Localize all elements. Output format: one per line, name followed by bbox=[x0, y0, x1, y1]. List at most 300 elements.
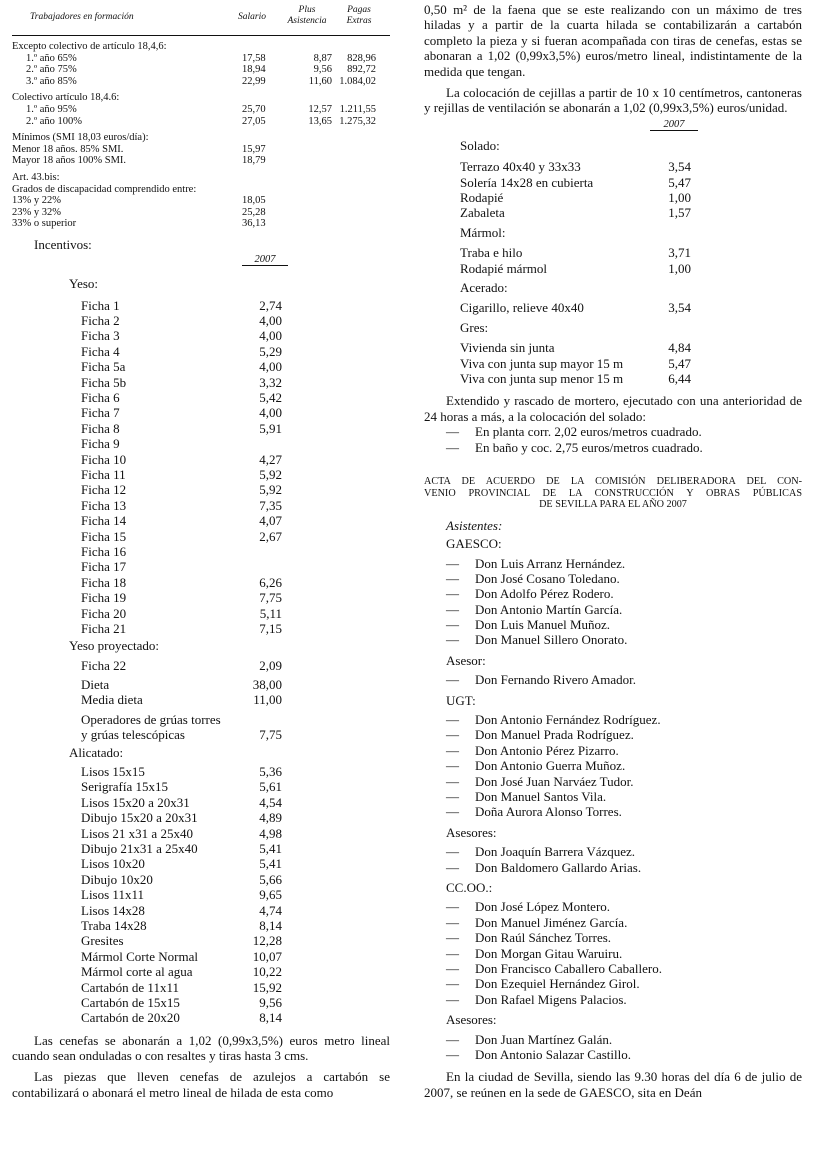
table-row bbox=[12, 207, 390, 219]
incentive-value: 9,56 bbox=[259, 994, 282, 1010]
dash-mark: — bbox=[446, 914, 459, 930]
incentive-row bbox=[12, 658, 390, 673]
group-title bbox=[12, 92, 390, 104]
section-title-text: Mármol: bbox=[460, 224, 506, 240]
attendee-item bbox=[424, 860, 802, 875]
table-row bbox=[12, 104, 390, 116]
dash-mark: — bbox=[446, 617, 459, 633]
asistentes-label: Asistentes: bbox=[446, 517, 503, 533]
dash-mark: — bbox=[446, 859, 459, 875]
attendee-group-label: CC.OO.: bbox=[446, 879, 493, 895]
incentive-label: Ficha 11 bbox=[81, 467, 126, 482]
incentive-label: Rodapié bbox=[460, 190, 504, 206]
table-row bbox=[12, 116, 390, 128]
attendee-item bbox=[424, 758, 802, 773]
incentive-label: Lisos 15x20 a 20x31 bbox=[81, 794, 190, 810]
dash-mark: — bbox=[446, 930, 459, 946]
section-title bbox=[12, 276, 390, 291]
attendee-name: Don Adolfo Pérez Rodero. bbox=[475, 586, 614, 602]
incentive-label: Media dieta bbox=[81, 692, 143, 708]
solado-list bbox=[424, 138, 802, 386]
incentive-row bbox=[12, 918, 390, 933]
attendee-group-label: Asesores: bbox=[446, 824, 497, 840]
group-title bbox=[12, 132, 390, 144]
attendee-item bbox=[424, 672, 802, 687]
section-title-text: Gres: bbox=[460, 319, 489, 335]
incentive-label: Ficha 19 bbox=[81, 590, 127, 606]
incentive-label: Ficha 2 bbox=[81, 313, 120, 329]
incentive-label: Ficha 16 bbox=[81, 543, 127, 559]
incentive-value: 3,71 bbox=[668, 245, 691, 261]
incentive-label: Traba 14x28 bbox=[81, 917, 147, 933]
incentive-row bbox=[12, 328, 390, 343]
dash-mark: — bbox=[446, 727, 459, 743]
dash-mark: — bbox=[446, 439, 459, 455]
incentive-label: Dibujo 21x31 a 25x40 bbox=[81, 840, 198, 856]
incentive-row bbox=[12, 313, 390, 328]
incentive-label: Serigrafía 15x15 bbox=[81, 779, 169, 795]
wage-table bbox=[12, 41, 390, 230]
year-label: 2007 bbox=[242, 254, 288, 266]
incentive-value: 4,00 bbox=[259, 328, 282, 344]
row-label: Menor 18 años. 85% SMI. bbox=[12, 143, 124, 155]
incentive-value: 5,41 bbox=[259, 856, 282, 872]
row-label: 2.º año 100% bbox=[26, 115, 83, 127]
incentive-label: Ficha 10 bbox=[81, 451, 127, 467]
incentive-row bbox=[12, 677, 390, 692]
attendee-item bbox=[424, 774, 802, 789]
dash-mark: — bbox=[446, 1031, 459, 1047]
incentive-row bbox=[12, 795, 390, 810]
row-plus: 9,56 bbox=[313, 64, 332, 76]
dash-mark: — bbox=[446, 945, 459, 961]
incentive-row bbox=[12, 606, 390, 621]
group-subtitle bbox=[12, 184, 390, 196]
incentive-row bbox=[12, 841, 390, 856]
row-pagas: 1.084,02 bbox=[339, 75, 376, 87]
incentive-value: 5,92 bbox=[259, 467, 282, 482]
incentive-value: 5,11 bbox=[259, 605, 282, 621]
attendee-item bbox=[424, 930, 802, 945]
incentive-value: 1,00 bbox=[668, 260, 691, 276]
paragraph-final: En la ciudad de Sevilla, siendo las 9.30 horas del día 6 de julio de 2007, se reúnen en la sede de GAESCO, sita en Deán bbox=[424, 1069, 802, 1100]
incentive-label: Ficha 13 bbox=[81, 497, 127, 513]
row-label: 13% y 22% bbox=[12, 195, 61, 207]
incentive-value: 15,92 bbox=[252, 979, 282, 995]
incentive-label: Ficha 6 bbox=[81, 390, 120, 406]
dash-mark: — bbox=[446, 991, 459, 1007]
incentive-value: 5,42 bbox=[259, 390, 282, 406]
group-title bbox=[12, 41, 390, 53]
incentive-label: Ficha 17 bbox=[81, 559, 127, 575]
incentive-row bbox=[12, 590, 390, 605]
dash-mark: — bbox=[446, 960, 459, 976]
wage-table-header bbox=[12, 0, 390, 38]
incentive-value: 8,14 bbox=[259, 1010, 282, 1026]
incentive-value: 2,74 bbox=[259, 297, 282, 313]
header-salario: Salario bbox=[238, 12, 266, 22]
incentive-value: 5,92 bbox=[259, 482, 282, 498]
dash-mark: — bbox=[446, 899, 459, 915]
incentive-value: 4,00 bbox=[259, 359, 282, 375]
incentive-row bbox=[12, 856, 390, 871]
year-header-right bbox=[424, 116, 802, 134]
incentive-row bbox=[12, 779, 390, 794]
incentive-row bbox=[424, 190, 802, 205]
incentive-value: 5,29 bbox=[259, 343, 282, 359]
dash-mark: — bbox=[446, 672, 459, 688]
incentive-label: Terrazo 40x40 y 33x33 bbox=[460, 159, 581, 175]
row-label: 33% o superior bbox=[12, 218, 77, 230]
incentive-label: Dieta bbox=[81, 677, 110, 693]
group-title-text: Art. 43.bis: bbox=[12, 171, 60, 183]
attendee-item bbox=[424, 727, 802, 742]
incentive-label: Gresites bbox=[81, 933, 124, 949]
incentive-row bbox=[12, 405, 390, 420]
incentive-label: Lisos 21 x31 a 25x40 bbox=[81, 825, 193, 841]
attendee-item bbox=[424, 632, 802, 647]
dash-mark: — bbox=[446, 742, 459, 758]
incentive-row bbox=[424, 205, 802, 220]
incentive-label: Ficha 20 bbox=[81, 605, 127, 621]
dash-text: En baño y coc. 2,75 euros/metros cuadrado. bbox=[475, 439, 703, 455]
row-pagas: 1.211,55 bbox=[339, 103, 376, 115]
incentive-value: 2,67 bbox=[259, 528, 282, 544]
incentive-row bbox=[12, 529, 390, 544]
incentive-value: 4,89 bbox=[259, 810, 282, 826]
dash-mark: — bbox=[446, 712, 459, 728]
attendee-name: Don Antonio Pérez Pizarro. bbox=[475, 742, 619, 758]
incentive-value: 3,54 bbox=[668, 159, 691, 175]
attendee-item bbox=[424, 789, 802, 804]
table-row bbox=[12, 155, 390, 167]
incentive-label: Lisos 14x28 bbox=[81, 902, 145, 918]
attendee-name: Don Manuel Prada Rodríguez. bbox=[475, 727, 634, 743]
incentive-value: 4,00 bbox=[259, 313, 282, 329]
incentive-row bbox=[12, 933, 390, 948]
dash-item bbox=[424, 424, 802, 439]
attendee-name: Don Morgan Gitau Waruiru. bbox=[475, 945, 623, 961]
incentive-label: Rodapié mármol bbox=[460, 260, 548, 276]
attendee-name: Don José López Montero. bbox=[475, 899, 611, 915]
section-title-text: Alicatado: bbox=[69, 744, 124, 760]
incentive-row bbox=[12, 810, 390, 825]
incentive-value: 4,00 bbox=[259, 405, 282, 421]
attendee-name: Don Luis Arranz Hernández. bbox=[475, 555, 626, 571]
incentive-label: Cartabón de 20x20 bbox=[81, 1010, 180, 1026]
row-salario: 25,70 bbox=[242, 103, 266, 115]
section-title bbox=[424, 138, 802, 153]
incentive-value: 12,28 bbox=[252, 933, 282, 949]
header-rule bbox=[12, 35, 390, 36]
attendee-name: Don Francisco Caballero Caballero. bbox=[475, 960, 662, 976]
incentive-label: Ficha 15 bbox=[81, 528, 127, 544]
incentive-row bbox=[12, 344, 390, 359]
incentive-label: Ficha 12 bbox=[81, 482, 127, 498]
table-row bbox=[12, 64, 390, 76]
incentive-label: Lisos 10x20 bbox=[81, 856, 145, 872]
incentive-row bbox=[424, 371, 802, 386]
incentive-row bbox=[12, 872, 390, 887]
paragraph-piezas: Las piezas que lleven cenefas de azulejos a cartabón se contabilizará o abonará el metro lineal de hilada de esta como bbox=[12, 1069, 390, 1100]
incentive-row bbox=[12, 903, 390, 918]
dash-mark: — bbox=[446, 789, 459, 804]
group-title bbox=[12, 172, 390, 184]
incentive-value: 7,75 bbox=[259, 590, 282, 606]
incentive-value: 4,98 bbox=[259, 825, 282, 841]
incentive-label: Viva con junta sup menor 15 m bbox=[460, 370, 624, 386]
row-label: 2.º año 75% bbox=[26, 64, 77, 76]
row-salario: 17,58 bbox=[242, 52, 266, 64]
attendee-item bbox=[424, 804, 802, 819]
attendee-name: Don Antonio Fernández Rodríguez. bbox=[475, 712, 661, 728]
incentive-value: 10,07 bbox=[252, 948, 282, 964]
incentive-label: Ficha 3 bbox=[81, 328, 120, 344]
incentive-value: 5,61 bbox=[259, 779, 282, 795]
gruas-text: y grúas telescópicas bbox=[81, 727, 185, 743]
attendee-name: Don Manuel Santos Vila. bbox=[475, 789, 607, 804]
dash-mark: — bbox=[446, 601, 459, 617]
incentive-row bbox=[424, 175, 802, 190]
row-label: 1.º año 65% bbox=[26, 52, 77, 64]
gruas-value: 7,75 bbox=[259, 727, 282, 743]
row-label: 3.º año 85% bbox=[26, 75, 77, 87]
incentive-value: 1,57 bbox=[668, 205, 691, 221]
acta-title bbox=[424, 476, 802, 511]
row-salario: 18,05 bbox=[242, 195, 266, 207]
attendee-item bbox=[424, 602, 802, 617]
year-header bbox=[12, 252, 390, 272]
dash-mark: — bbox=[446, 586, 459, 602]
attendee-name: Don Antonio Salazar Castillo. bbox=[475, 1046, 631, 1062]
incentive-value: 9,65 bbox=[259, 887, 282, 903]
group-subtitle-text: Grados de discapacidad comprendido entre: bbox=[12, 183, 197, 195]
incentive-row bbox=[12, 995, 390, 1010]
attendee-name: Don Manuel Sillero Onorato. bbox=[475, 632, 628, 648]
incentive-label: Zabaleta bbox=[460, 205, 505, 221]
incentive-label: Viva con junta sup mayor 15 m bbox=[460, 355, 624, 371]
incentive-row bbox=[12, 826, 390, 841]
row-label: 23% y 32% bbox=[12, 206, 61, 218]
attendee-item bbox=[424, 946, 802, 961]
acta-title-line: DE SEVILLA PARA EL AÑO 2007 bbox=[539, 499, 687, 511]
attendee-name: Don Manuel Jiménez García. bbox=[475, 914, 628, 930]
incentive-value: 7,15 bbox=[259, 620, 282, 636]
incentive-value: 5,91 bbox=[259, 420, 282, 436]
paragraph-extendido: Extendido y rascado de mortero, ejecutado con una anterioridad de 24 horas a más, a la colocación del solado: bbox=[424, 393, 802, 424]
gruas-line bbox=[12, 727, 390, 742]
attendee-item bbox=[424, 712, 802, 727]
section-title-text: Acerado: bbox=[460, 279, 508, 295]
incentive-value: 11,00 bbox=[253, 692, 282, 708]
incentive-row bbox=[12, 980, 390, 995]
acta-title-line: VENIO PROVINCIAL DE LA CONSTRUCCIÓN Y OBRAS PÚBLICAS bbox=[424, 487, 802, 499]
incentive-label: Ficha 5a bbox=[81, 359, 126, 375]
row-salario: 18,94 bbox=[242, 64, 266, 76]
attendee-name: Don José Cosano Toledano. bbox=[475, 570, 620, 586]
incentive-value: 10,22 bbox=[252, 964, 282, 980]
attendees-list bbox=[424, 536, 802, 1062]
row-plus: 13,65 bbox=[308, 115, 332, 127]
attendee-name: Don Fernando Rivero Amador. bbox=[475, 672, 637, 688]
incentive-value: 5,41 bbox=[259, 840, 282, 856]
dash-mark: — bbox=[446, 632, 459, 648]
incentive-label: Lisos 15x15 bbox=[81, 764, 145, 780]
row-salario: 25,28 bbox=[242, 206, 266, 218]
attendee-item bbox=[424, 586, 802, 601]
paragraph-cenefas: Las cenefas se abonarán a 1,02 (0,99x3,5%) euros metro lineal cuando sean onduladas o con resaltes y tiras hasta 3 cms. bbox=[12, 1032, 390, 1064]
attendee-name: Don Antonio Guerra Muñoz. bbox=[475, 758, 626, 774]
header-pagas: Pagas Extras bbox=[346, 5, 372, 26]
incentive-label: Ficha 5b bbox=[81, 374, 127, 390]
dash-mark: — bbox=[446, 844, 459, 860]
table-row bbox=[12, 76, 390, 88]
incentive-value: 4,74 bbox=[259, 902, 282, 918]
row-salario: 15,97 bbox=[242, 143, 266, 155]
attendee-item bbox=[424, 915, 802, 930]
incentive-label: Ficha 8 bbox=[81, 420, 120, 436]
incentive-row bbox=[12, 359, 390, 374]
incentive-row bbox=[12, 575, 390, 590]
incentive-row bbox=[12, 390, 390, 405]
incentive-row bbox=[12, 621, 390, 636]
header-workers: Trabajadores en formación bbox=[30, 12, 134, 22]
attendee-item bbox=[424, 617, 802, 632]
section-title-text: Yeso: bbox=[69, 276, 99, 292]
section-title bbox=[12, 638, 390, 653]
left-column bbox=[12, 0, 390, 1100]
incentive-label: Ficha 14 bbox=[81, 513, 127, 529]
attendee-item bbox=[424, 1032, 802, 1047]
gruas-line bbox=[12, 712, 390, 727]
section-title bbox=[424, 320, 802, 335]
incentive-row bbox=[12, 467, 390, 482]
attendee-item bbox=[424, 992, 802, 1007]
incentive-value: 5,66 bbox=[259, 871, 282, 887]
incentive-value: 5,47 bbox=[668, 355, 691, 371]
row-label: Mayor 18 años 100% SMI. bbox=[12, 155, 127, 167]
table-row bbox=[12, 195, 390, 207]
incentive-label: Ficha 7 bbox=[81, 405, 120, 421]
incentive-row bbox=[424, 340, 802, 355]
attendee-item bbox=[424, 976, 802, 991]
attendee-name: Don Raúl Sánchez Torres. bbox=[475, 930, 612, 946]
incentive-value: 6,26 bbox=[259, 574, 282, 590]
attendee-name: Don José Juan Narváez Tudor. bbox=[475, 773, 634, 789]
incentive-label: Mármol Corte Normal bbox=[81, 948, 198, 964]
extendido-list bbox=[424, 424, 802, 455]
incentive-row bbox=[12, 692, 390, 707]
acta-title-line: ACTA DE ACUERDO DE LA COMISIÓN DELIBERADORA DEL CON- bbox=[424, 475, 802, 487]
dash-mark: — bbox=[446, 758, 459, 774]
header-plus: Plus Asistencia bbox=[287, 5, 327, 26]
incentive-label: Ficha 22 bbox=[81, 657, 127, 673]
attendee-group-label: GAESCO: bbox=[446, 536, 502, 552]
group-title-text: Excepto colectivo de artículo 18,4,6: bbox=[12, 41, 167, 52]
paragraph-top: 0,50 m² de la faena que se este realizando con un máximo de tres hiladas y a partir de la cuarta hilada se contabilizarán a cartabón completo la pieza y si fueran acompañada con tiras de cenefas, estas se abonaran a 1,02 (0,99x3,5%) euros/metro lineal, indistintamente de la medida que tengan. bbox=[424, 2, 802, 79]
attendee-name: Don Luis Manuel Muñoz. bbox=[475, 617, 611, 633]
incentive-value: 4,84 bbox=[668, 340, 691, 356]
row-label: 1.º año 95% bbox=[26, 103, 77, 115]
incentive-row bbox=[424, 300, 802, 315]
attendee-name: Don Rafael Migens Palacios. bbox=[475, 991, 627, 1007]
incentive-label: Ficha 4 bbox=[81, 343, 120, 359]
incentive-row bbox=[12, 452, 390, 467]
section-title-text: Yeso proyectado: bbox=[69, 638, 160, 654]
incentive-row bbox=[12, 375, 390, 390]
incentive-value: 4,07 bbox=[259, 513, 282, 529]
row-salario: 27,05 bbox=[242, 115, 266, 127]
dash-item bbox=[424, 440, 802, 455]
incentive-row bbox=[424, 356, 802, 371]
table-row bbox=[12, 53, 390, 65]
incentive-value: 5,36 bbox=[259, 764, 282, 780]
incentive-row bbox=[12, 949, 390, 964]
incentive-value: 7,35 bbox=[259, 497, 282, 513]
attendee-group-label: Asesores: bbox=[446, 1012, 497, 1028]
section-title bbox=[424, 225, 802, 240]
incentive-row bbox=[12, 1010, 390, 1025]
group-title-text: Colectivo artículo 18,4.6: bbox=[12, 92, 120, 104]
dash-mark: — bbox=[446, 570, 459, 586]
attendee-group-label: Asesor: bbox=[446, 652, 486, 668]
attendee-item bbox=[424, 1047, 802, 1062]
attendee-name: Don Baldomero Gallardo Arias. bbox=[475, 859, 642, 875]
section-title bbox=[424, 280, 802, 295]
dash-mark: — bbox=[446, 1046, 459, 1062]
incentive-value: 4,54 bbox=[259, 794, 282, 810]
attendee-group-label: UGT: bbox=[446, 692, 476, 708]
dash-mark: — bbox=[446, 424, 459, 440]
incentive-label: Mármol corte al agua bbox=[81, 964, 193, 980]
incentive-label: Cartabón de 11x11 bbox=[81, 979, 179, 995]
attendee-name: Don Antonio Martín García. bbox=[475, 601, 623, 617]
row-salario: 36,13 bbox=[242, 218, 266, 230]
incentive-label: Solería 14x28 en cubierta bbox=[460, 174, 594, 190]
incentive-row bbox=[424, 159, 802, 174]
incentive-row bbox=[12, 559, 390, 574]
section-title-text: Solado: bbox=[460, 137, 500, 153]
incentive-row bbox=[12, 513, 390, 528]
incentive-row bbox=[12, 482, 390, 497]
incentive-label: Ficha 9 bbox=[81, 436, 120, 452]
incentive-value: 1,00 bbox=[668, 190, 691, 206]
row-pagas: 892,72 bbox=[347, 64, 376, 76]
incentivos-title: Incentivos: bbox=[34, 236, 92, 252]
row-plus: 12,57 bbox=[308, 103, 332, 115]
incentive-row bbox=[424, 245, 802, 260]
attendee-item bbox=[424, 844, 802, 859]
incentive-row bbox=[12, 964, 390, 979]
incentive-value: 38,00 bbox=[252, 677, 282, 693]
incentive-value: 2,09 bbox=[259, 657, 282, 673]
row-salario: 22,99 bbox=[242, 75, 266, 87]
paragraph-cejillas: La colocación de cejillas a partir de 10 x 10 centímetros, cantoneras y rejillas de ventilación se abonarán a 1,02 (0,99x3,5%) euros/unidad. bbox=[424, 85, 802, 116]
incentive-value: 8,14 bbox=[259, 917, 282, 933]
incentive-label: Lisos 11x11 bbox=[81, 887, 144, 903]
attendee-name: Doña Aurora Alonso Torres. bbox=[475, 804, 622, 820]
row-plus: 8,87 bbox=[313, 52, 332, 64]
incentive-label: Dibujo 15x20 a 20x31 bbox=[81, 810, 198, 826]
dash-text: En planta corr. 2,02 euros/metros cuadrado. bbox=[475, 424, 702, 440]
attendee-item bbox=[424, 899, 802, 914]
incentive-row bbox=[12, 298, 390, 313]
attendee-item bbox=[424, 556, 802, 571]
incentive-value: 3,54 bbox=[668, 300, 691, 316]
incentive-row bbox=[12, 436, 390, 451]
attendee-name: Don Juan Martínez Galán. bbox=[475, 1031, 613, 1047]
dash-mark: — bbox=[446, 555, 459, 571]
